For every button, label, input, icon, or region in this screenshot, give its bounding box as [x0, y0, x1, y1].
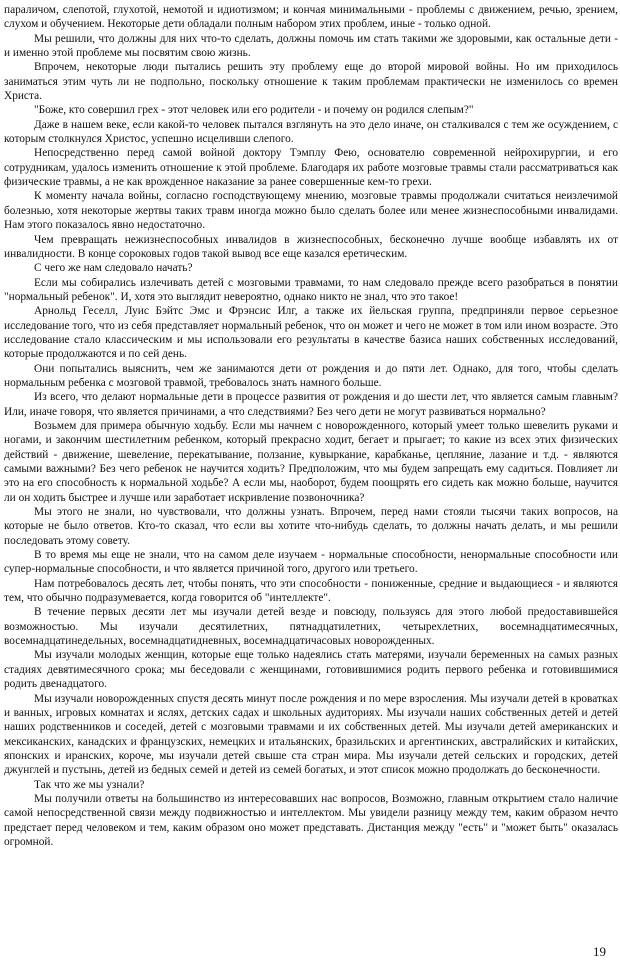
paragraph: Из всего, что делают нормальные дети в процессе развития от рождения и до шести лет, что является самым главным? Или, иначе говоря, что является причинами, а что следствиями? Без чего дети не могут развиваться нормально?	[4, 391, 618, 418]
body-text	[4, 3, 618, 849]
paragraph: Мы изучали молодых женщин, которые еще только надеялись стать матерями, изучали беременных на самых разных стадиях девятимесячного срока; мы беседовали с женщинами, готовившимися родить первого ребенка и готовившимися родить двенадцатого.	[4, 649, 618, 691]
paragraph: В то время мы еще не знали, что на самом деле изучаем - нормальные способности, ненормальные способности или супер-нормальные способности, и что является причиной того, другого или третьего.	[4, 549, 618, 576]
paragraph: К моменту начала войны, согласно господствующему мнению, мозговые травмы продолжали считаться неизлечимой болезнью, хотя некоторые жертвы таких травм иногда можно было сделать более или менее жизнеспособными инвалидами. Нам этого показалось явно недостаточно.	[4, 190, 618, 232]
paragraph-quote: "Боже, кто совершил грех - этот человек или его родители - и почему он родился слепым?"	[34, 104, 474, 117]
paragraph: Нам потребовалось десять лет, чтобы понять, что эти способности - пониженные, средние и выдающиеся - и являются тем, что обычно подразумевается, когда говорится об "интеллекте".	[4, 577, 618, 605]
paragraph: Чем превращать нежизнеспособных инвалидов в жизнеспособных, бесконечно лучше вообще избавлять их от инвалидности. В конце сороковых годов такой вывод все еще казался еретическим.	[4, 233, 618, 260]
paragraph: Даже в нашем веке, если какой-то человек пытался взглянуть на это дело иначе, он сталкивался с тем же осуждением, с которым столкнулся Христос, успешно исцеливши слепого.	[4, 118, 618, 146]
paragraph: В течение первых десяти лет мы изучали детей везде и повсюду, пользуясь для этого любой предоставившейся возможностью. Мы изучали десятилетних, пятнадцатилетних, четырехлетних, восемнадцатимесячных, восемнадцатинедельных, восемнадцатидневных, восемнадцатичасовых новорожденных.	[4, 606, 618, 648]
paragraph: Возьмем для примера обычную ходьбу. Если мы начнем с новорожденного, который умеет только шевелить руками и ногами, и закончим шестилетним ребенком, который прекрасно ходит, бегает и прыгает; то какие из всех этих физических действий - движение, шевеление, перекатывание, ползание, кувыркание, карабканье, цепляние, лазание и т.д. - являются самыми важными? Без чего ребенок не научится ходить? Предположим, что мы будем запрещать ему садиться. Повлияет ли это на его способность к нормальной ходьбе? А если мы, наоборот, будем поощрять его сидеть как можно больше, научится ли он ходить быстрее и лучше или заработает искривление позвоночника?	[4, 419, 618, 504]
paragraph: Мы получили ответы на большинство из интересовавших нас вопросов, Возможно, главным открытием стало наличие самой непосредственной связи между подвижностью и интеллектом. Мы увидели разницу между тем, каким образом нечто предстает перед человеком и тем, каким образом оно может представать. Дистанция между "есть" и "может быть" оказалась огромной.	[4, 792, 618, 848]
paragraph: Мы изучали новорожденных спустя десять минут после рождения и по мере взросления. Мы изучали детей в кроватках и ванных, игровых комнатах и яслях, детских садах и школьных аудиториях. Мы изучали наших собственных детей и детей наших родственников и соседей, детей с мозговыми травмами и их собственных детей. Мы изучали детей американских и мексиканских, канадских и французских, немецких и итальянских, бразильских и аргентинских, австралийских и китайских, японских и иранских, короче, мы изучали детей свыше ста стран мира. Мы изучали детей сельских и городских, детей джунглей и пустынь, детей из бедных семей и детей из семей богатых, и этот список можно продолжать до бесконечности.	[4, 692, 618, 777]
paragraph: Арнольд Геселл, Луис Бэйтс Эмс и Фрэнсис Илг, а также их йельская группа, предприняли первое серьезное исследование того, что из себя представляет нормальный ребенок, что он может и чего не может в том или ином возрасте. Это исследование стало классическим и мы использовали его результаты в качестве базиса наших собственных исследований, которые продолжаются и по сей день.	[4, 305, 618, 361]
paragraph-continued: параличом, слепотой, глухотой, немотой и идиотизмом; и кончая минимальными - проблемы с движением, речью, зрением, слухом и обучением. Некоторые дети обладали полным набором этих проблем, иные - только одной.	[4, 4, 618, 31]
paragraph: Они попытались выяснить, чем же занимаются дети от рождения и до пяти лет. Однако, для того, чтобы сделать нормальным ребенка с мозговой травмой, требовалось знать намного больше.	[4, 362, 618, 389]
paragraph: Мы решили, что должны для них что-то сделать, должны помочь им стать такими же здоровыми, как остальные дети - и именно этой проблеме мы посвятим свою жизнь.	[4, 32, 618, 60]
paragraph: Впрочем, некоторые люди пытались решить эту проблему еще до второй мировой войны. Но им приходилось заниматься этим чуть ли не подпольно, поскольку отношение к таким проблемам практически не изменилось со времен Христа.	[4, 61, 618, 103]
paragraph: Непосредственно перед самой войной доктору Тэмплу Фею, основателю современной нейрохирургии, и его сотрудникам, удалось изменить отношение к этой проблеме. Благодаря их работе мозговые травмы стали рассматриваться как физические травмы, а не как врожденное наказание за ранее совершенные кем-то грехи.	[4, 147, 618, 189]
page-number: 19	[593, 944, 606, 959]
paragraph: Мы этого не знали, но чувствовали, что должны узнать. Впрочем, перед нами стояли тысячи таких вопросов, на которые не было ответов. Кто-то сказал, что если вы хотите что-нибудь сделать, то должны начать делать, и мы решили последовать этому совету.	[4, 506, 618, 547]
paragraph: Если мы собирались излечивать детей с мозговыми травмами, то нам следовало прежде всего разобраться в понятии "нормальный ребенок". И, хотя это выглядит невероятно, однако никто не знал, что это такое!	[4, 276, 618, 303]
paragraph: С чего же нам следовало начать?	[34, 262, 193, 275]
paragraph: Так что же мы узнали?	[34, 778, 145, 791]
